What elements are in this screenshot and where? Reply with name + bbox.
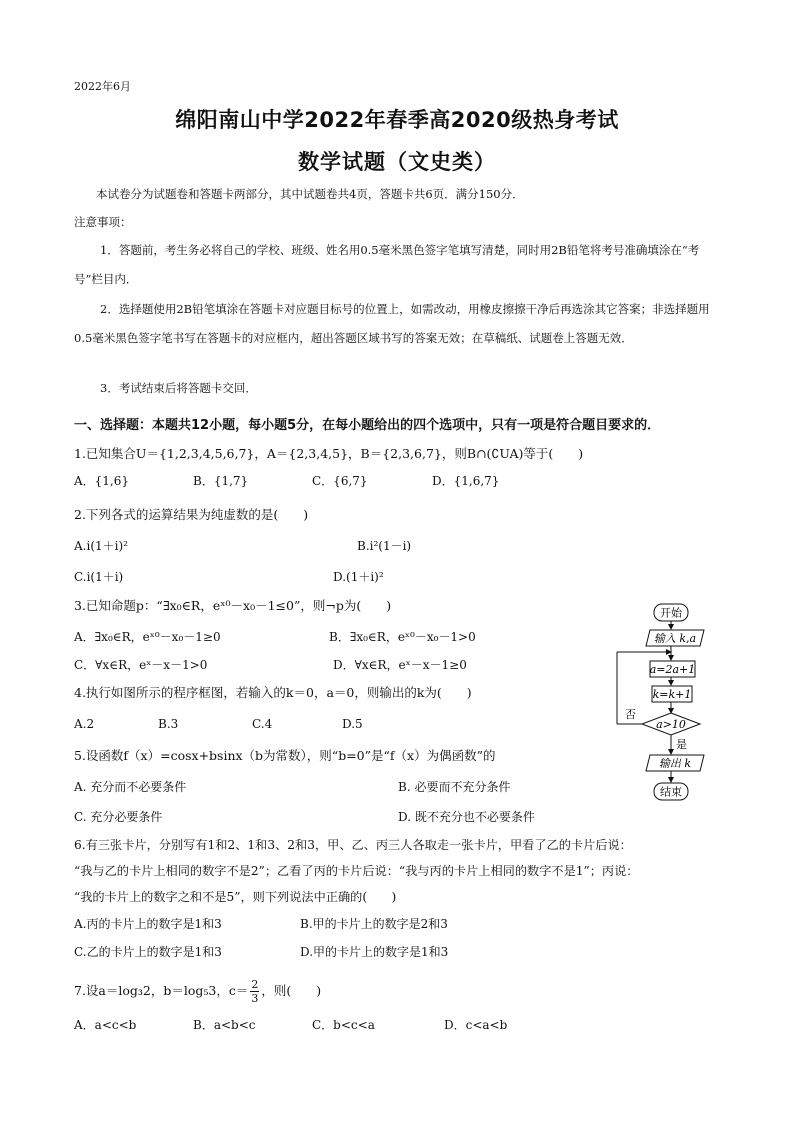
notice-title: 注意事项：: [74, 215, 132, 229]
q3-option-c: C．∀x∈R，eˣ－x－1>0: [74, 658, 208, 672]
question-1-stem: 1.已知集合U＝{1,2,3,4,5,6,7}，A＝{2,3,4,5}，B＝{2,3,6,7}，则B∩(∁UA)等于( ): [74, 446, 584, 461]
exam-date: 2022年6月: [74, 80, 131, 93]
q6-option-d: D.甲的卡片上的数字是1和3: [300, 945, 449, 959]
question-6-stem-line3: “我的卡片上的数字之和不是5”，则下列说法中正确的( ): [74, 890, 397, 904]
q3-option-a: A．∃x₀∈R，eˣ⁰－x₀－1≥0: [74, 630, 221, 644]
question-4-stem: 4.执行如图所示的程序框图，若输入的k＝0，a＝0，则输出的k为( ): [74, 685, 472, 700]
q4-option-c: C.4: [252, 717, 273, 731]
exam-title: 绵阳南山中学2022年春季高2020级热身考试: [175, 108, 619, 132]
flowchart-decision-label: a>10: [656, 718, 686, 731]
q2-option-b: B.i²(1－i): [357, 539, 412, 553]
flowchart-no-label: 否: [625, 708, 636, 721]
q5-option-c: C. 充分必要条件: [74, 810, 163, 824]
q2-option-a: A.i(1＋i)²: [74, 539, 128, 553]
flowchart-start-label: 开始: [660, 606, 682, 620]
flowchart-step-k-label: k=k+1: [652, 688, 692, 701]
q7-option-d: D．c<a<b: [444, 1018, 508, 1032]
q5-option-d: D. 既不充分也不必要条件: [398, 810, 535, 824]
section-heading: 一、选择题：本题共12小题，每小题5分，在每小题给出的四个选项中，只有一项是符合题目要求的．: [74, 418, 661, 433]
q4-option-b: B.3: [158, 717, 179, 731]
flowchart-yes-label: 是: [676, 738, 687, 751]
q7-fraction-numerator: 2: [251, 978, 259, 991]
question-7-stem: [74, 978, 321, 1005]
q1-option-d: D．{1,6,7}: [432, 474, 500, 488]
q7-fraction: [250, 978, 259, 1005]
q7-stem-end: ，则( ): [261, 983, 322, 998]
question-6-stem-line2: “我与乙的卡片上相同的数字不是2”；乙看了丙的卡片后说：“我与丙的卡片上相同的数字不是1”；丙说：: [74, 864, 639, 878]
q3-option-b: B．∃x₀∈R，eˣ⁰－x₀－1>0: [329, 630, 476, 644]
q2-option-d: D.(1＋i)²: [333, 570, 384, 584]
flowchart-end-label: 结束: [660, 785, 682, 799]
notice-item-2: 2．选择题使用2B铅笔填涂在答题卡对应题目标号的位置上，如需改动，用橡皮擦擦干净后再选涂其它答案；非选择题用0.5毫米黑色签字笔书写在答题卡的对应框内，超出答题区域书写的答案无效；在草稿纸、试题卷上答题无效．: [74, 302, 710, 345]
q5-option-b: B. 必要而不充分条件: [398, 780, 511, 794]
q3-option-d: D．∀x∈R，eˣ－x－1≥0: [333, 658, 467, 672]
q7-option-c: C．b<c<a: [312, 1018, 375, 1032]
question-3-stem: 3.已知命题p：“∃x₀∈R，eˣ⁰－x₀－1≤0”，则¬p为( ): [74, 598, 392, 613]
flowchart-output-label: 输出 k: [658, 757, 692, 770]
flowchart-input-label: 输入 k,a: [653, 632, 697, 645]
q4-option-d: D.5: [342, 717, 363, 731]
intro-text: 本试卷分为试题卷和答题卡两部分，其中试题卷共4页，答题卡共6页．满分150分．: [96, 187, 524, 201]
q4-option-a: A.2: [74, 717, 95, 731]
notice-item-1: 1．答题前，考生务必将自己的学校、班级、姓名用0.5毫米黑色签字笔填写清楚，同时用2B铅笔将考号准确填涂在“考号”栏目内．: [74, 243, 700, 286]
question-5-stem: 5.设函数f（x）=cosx+bsinx（b为常数），则“b=0”是“f（x）为偶函数”的: [74, 748, 496, 763]
q1-option-a: A．{1,6}: [74, 474, 130, 488]
question-2-stem: 2.下列各式的运算结果为纯虚数的是( ): [74, 507, 309, 522]
flowchart-step-a-label: a=2a+1: [649, 663, 696, 676]
q7-fraction-denominator: 3: [251, 992, 259, 1005]
notice-item-3: 3．考试结束后将答题卡交回．: [100, 381, 257, 395]
q2-option-c: C.i(1＋i): [74, 570, 124, 584]
q7-stem-text: 7.设a＝log₃2，b＝log₅3，c＝: [74, 983, 249, 998]
q1-option-c: C．{6,7}: [312, 474, 368, 488]
question-6-stem-line1: 6.有三张卡片，分别写有1和2、1和3、2和3，甲、乙、丙三人各取走一张卡片，甲看了乙的卡片后说：: [74, 838, 632, 852]
q7-option-b: B．a<b<c: [193, 1018, 256, 1032]
q1-option-b: B．{1,7}: [193, 474, 249, 488]
flowchart-svg: [612, 600, 732, 810]
q6-option-c: C.乙的卡片上的数字是1和3: [74, 945, 222, 959]
q5-option-a: A. 充分而不必要条件: [74, 780, 187, 794]
exam-subtitle: 数学试题（文史类）: [298, 150, 496, 174]
q6-option-a: A.丙的卡片上的数字是1和3: [74, 917, 222, 931]
q7-option-a: A．a<c<b: [74, 1018, 137, 1032]
program-flowchart: [612, 600, 732, 810]
q6-option-b: B.甲的卡片上的数字是2和3: [300, 917, 448, 931]
